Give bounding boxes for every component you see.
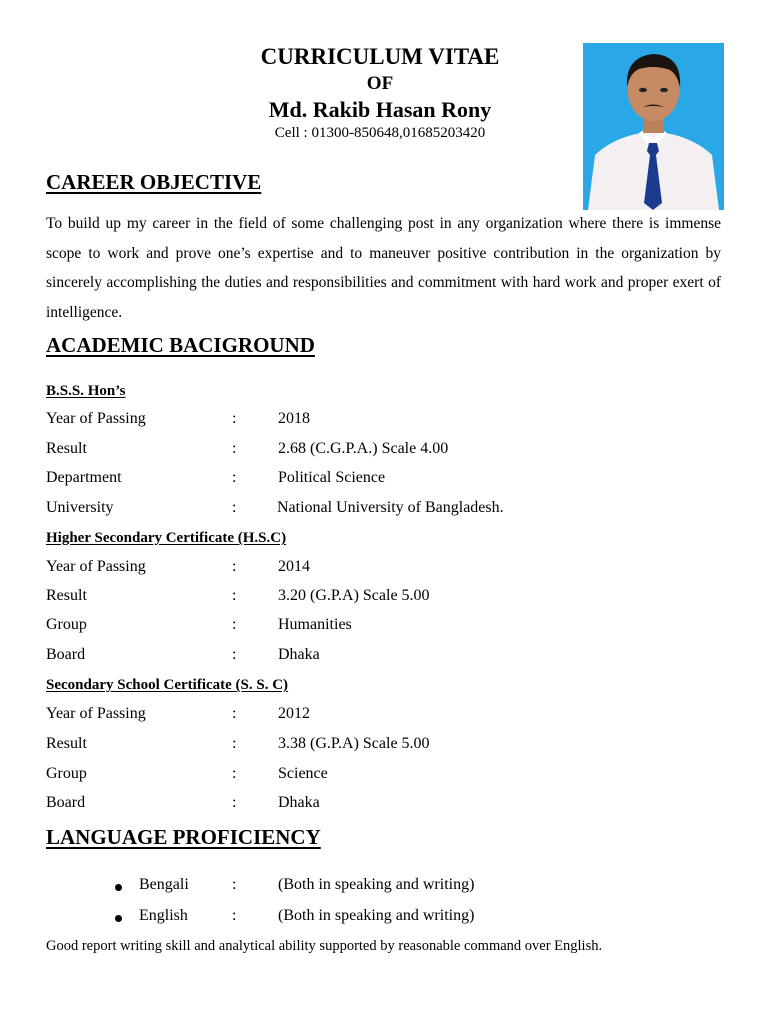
career-objective-heading: CAREER OBJECTIVE <box>46 170 262 194</box>
row-label: Year of Passing <box>46 705 146 722</box>
row-label: Department <box>46 469 122 486</box>
language-level: (Both in speaking and writing) <box>278 876 475 893</box>
hsc-heading: Higher Secondary Certificate (H.S.C) <box>46 530 287 546</box>
language-name: English <box>139 907 188 924</box>
language-name: Bengali <box>139 876 189 893</box>
profile-photo <box>583 43 724 210</box>
row-separator: : <box>232 587 237 604</box>
row-separator: : <box>232 765 237 782</box>
row-value: National University of Bangladesh. <box>277 499 504 516</box>
document-title: CURRICULUM VITAE <box>260 44 500 69</box>
row-label: Group <box>46 616 87 633</box>
row-separator: : <box>232 558 237 575</box>
row-separator: : <box>232 735 237 752</box>
row-value: Political Science <box>278 469 386 486</box>
row-separator: : <box>232 469 237 486</box>
row-value: 2.68 (C.G.P.A.) Scale 4.00 <box>278 440 449 457</box>
row-value: Humanities <box>278 616 352 633</box>
career-objective-text: To build up my career in the field of some challenging post in any organization where there is immense scope to work and prove one’s expertise and to maneuver positive contribution in the organization by sincerely accomplishing the duties and responsibilities and commitment with hard work and proper exert of intelligence. <box>46 215 721 321</box>
language-heading: LANGUAGE PROFICIENCY <box>46 825 321 849</box>
row-separator: : <box>232 499 237 516</box>
ssc-heading: Secondary School Certificate (S. S. C) <box>46 677 289 693</box>
language-level: (Both in speaking and writing) <box>278 907 475 924</box>
academic-heading: ACADEMIC BACIGROUND <box>46 333 315 357</box>
row-value: 3.38 (G.P.A) Scale 5.00 <box>278 735 430 752</box>
row-separator: : <box>232 410 237 427</box>
row-separator: : <box>232 646 237 663</box>
row-separator: : <box>232 616 237 633</box>
row-separator: : <box>232 794 237 811</box>
bullet-icon <box>115 915 122 922</box>
row-value: 2018 <box>278 410 310 427</box>
candidate-name: Md. Rakib Hasan Rony <box>268 97 492 122</box>
row-label: Result <box>46 440 87 457</box>
row-value: 2014 <box>278 558 310 575</box>
row-value: Science <box>278 765 328 782</box>
row-value: Dhaka <box>278 646 320 663</box>
row-separator: : <box>232 705 237 722</box>
row-value: Dhaka <box>278 794 320 811</box>
row-label: Year of Passing <box>46 410 146 427</box>
contact-cell: Cell : 01300-850648,01685203420 <box>274 125 486 141</box>
row-label: Result <box>46 735 87 752</box>
row-separator: : <box>232 907 237 924</box>
row-label: Year of Passing <box>46 558 146 575</box>
row-label: University <box>46 499 114 516</box>
person-portrait-icon <box>583 43 724 210</box>
row-label: Result <box>46 587 87 604</box>
row-label: Board <box>46 794 86 811</box>
bullet-icon <box>115 884 122 891</box>
row-value: 3.20 (G.P.A) Scale 5.00 <box>278 587 430 604</box>
bss-heading: B.S.S. Hon’s <box>46 383 126 399</box>
document-title-of: OF <box>366 73 394 94</box>
row-separator: : <box>232 876 237 893</box>
language-note: Good report writing skill and analytical ability supported by reasonable command over English. <box>46 938 603 954</box>
row-label: Board <box>46 646 86 663</box>
row-value: 2012 <box>278 705 310 722</box>
row-separator: : <box>232 440 237 457</box>
row-label: Group <box>46 765 87 782</box>
